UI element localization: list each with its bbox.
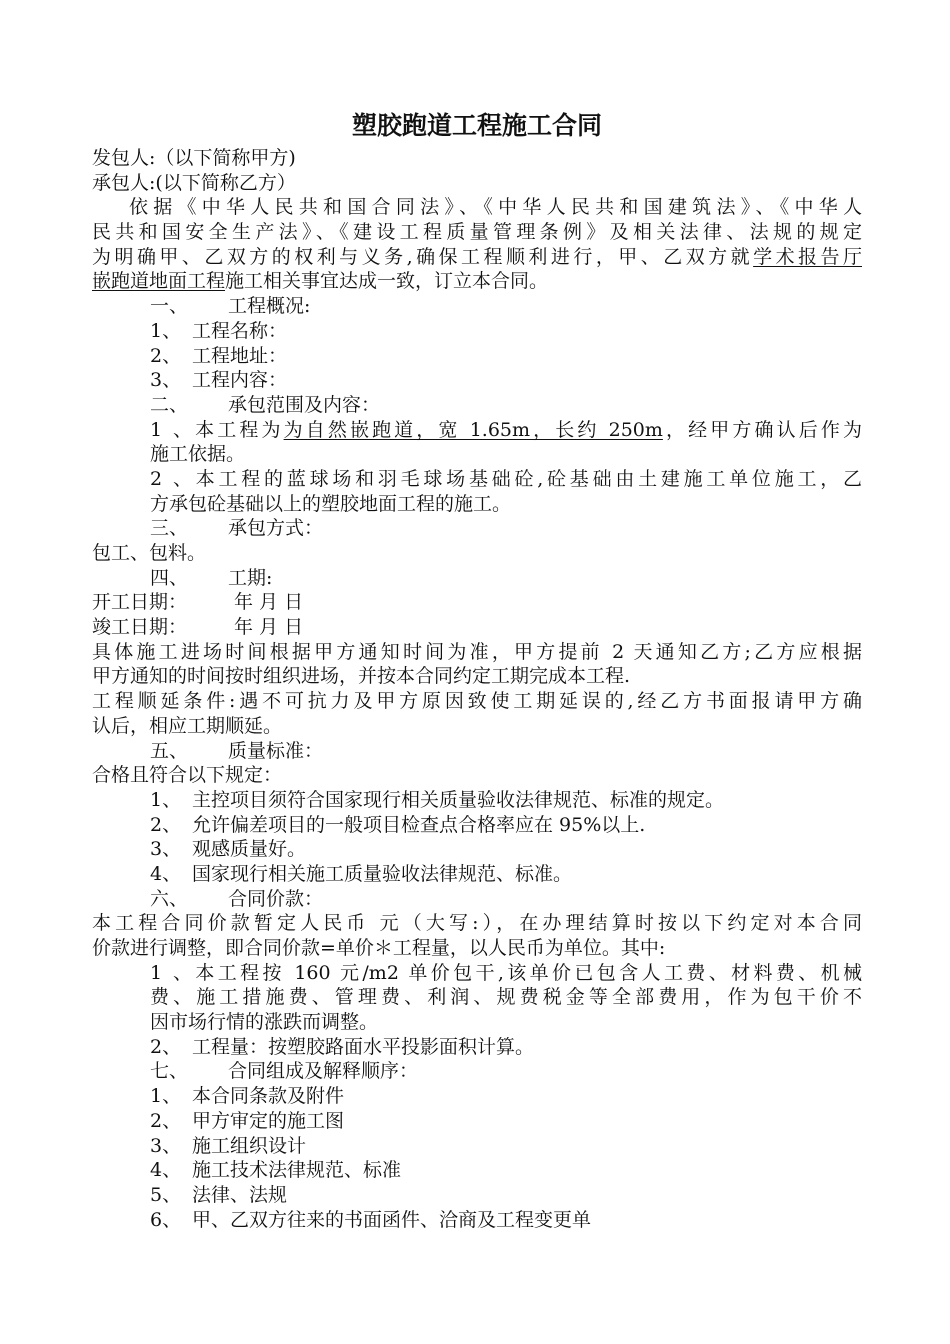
section-title: 工期: bbox=[228, 566, 273, 589]
section-title: 合同组成及解释顺序： bbox=[228, 1060, 419, 1083]
intro-text: 为明确甲、乙双方的权利与义务,确保工程顺利进行，甲、乙双方就 bbox=[92, 245, 754, 268]
item-number: 2、 bbox=[150, 813, 182, 836]
item-number: 3、 bbox=[150, 369, 182, 392]
intro-line bbox=[92, 245, 862, 270]
date-label: 竣工日期： bbox=[92, 616, 188, 639]
item-number: 1、 bbox=[150, 961, 192, 984]
section-number: 一、 bbox=[150, 295, 189, 318]
list-item bbox=[92, 862, 862, 887]
list-item bbox=[92, 467, 862, 492]
item-text: 工程内容： bbox=[192, 369, 288, 392]
item-text: 观感质量好。 bbox=[192, 838, 307, 861]
section-title: 质量标准： bbox=[228, 739, 324, 762]
section-number: 二、 bbox=[150, 393, 189, 416]
list-item bbox=[92, 813, 862, 838]
item-text: 工程量：按塑胶路面水平投影面积计算。 bbox=[192, 1035, 535, 1058]
project-name-underlined: 学术报告厅 bbox=[753, 245, 862, 268]
item-text: 甲、乙双方往来的书面函件、洽商及工程变更单 bbox=[192, 1208, 592, 1231]
item-number: 3、 bbox=[150, 838, 182, 861]
item-text: 本工程为 bbox=[192, 418, 284, 441]
section-heading bbox=[92, 294, 862, 319]
list-item bbox=[92, 1084, 862, 1109]
item-text: 国家现行相关施工质量验收法律规范、标准。 bbox=[192, 862, 573, 885]
scope-underlined: 为自然嵌跑道，宽 1.65m，长约 250m bbox=[283, 418, 663, 441]
list-item bbox=[92, 418, 862, 443]
contract-method: 包工、包料。 bbox=[92, 542, 207, 564]
item-continuation: 施工依据。 bbox=[150, 443, 246, 466]
item-number: 1、 bbox=[150, 319, 182, 342]
section-title: 合同价款： bbox=[228, 887, 324, 910]
section-number: 三、 bbox=[150, 517, 189, 540]
schedule-line: 甲方通知的时间按时组织进场，并按本合同约定工期完成本工程. bbox=[92, 665, 631, 688]
date-label: 开工日期： bbox=[92, 591, 188, 614]
item-number: 1、 bbox=[150, 788, 182, 811]
list-item bbox=[92, 368, 862, 393]
section-heading bbox=[92, 1059, 862, 1084]
item-number: 5、 bbox=[150, 1183, 182, 1206]
intro-text: 施工相关事宜达成一致，订立本合同。 bbox=[225, 270, 549, 293]
item-text: 甲方审定的施工图 bbox=[192, 1109, 345, 1132]
item-number: 3、 bbox=[150, 1134, 182, 1157]
item-text: 主控项目须符合国家现行相关质量验收法律规范、标准的规定。 bbox=[192, 788, 725, 811]
item-text: 本工程按 160 元/m2 单价包干,该单价已包含人工费、材料费、机械 bbox=[192, 961, 862, 984]
price-line: 价款进行调整，即合同价款=单价＊工程量，以人民币为单位。其中: bbox=[92, 937, 666, 959]
section-number: 七、 bbox=[150, 1060, 189, 1083]
section-heading bbox=[92, 566, 862, 591]
date-blank: 年 月 日 bbox=[234, 591, 304, 614]
list-item bbox=[92, 1134, 862, 1159]
item-number: 2、 bbox=[150, 467, 192, 490]
item-number: 1、 bbox=[150, 418, 192, 441]
list-item bbox=[92, 319, 862, 344]
section-number: 四、 bbox=[150, 566, 189, 589]
section-heading bbox=[92, 393, 862, 418]
list-item bbox=[92, 1208, 862, 1233]
section-number: 五、 bbox=[150, 739, 189, 762]
item-continuation: 因市场行情的涨跌而调整。 bbox=[150, 1011, 379, 1034]
section-number: 六、 bbox=[150, 887, 189, 910]
item-number: 2、 bbox=[150, 1035, 182, 1058]
list-item bbox=[92, 1183, 862, 1208]
item-text: 本工程的蓝球场和羽毛球场基础砼,砼基础由土建施工单位施工，乙 bbox=[192, 467, 862, 490]
end-date bbox=[92, 615, 862, 640]
contract-document bbox=[92, 108, 862, 1232]
quality-intro: 合格且符合以下规定： bbox=[92, 764, 283, 787]
party-b: 承包人:(以下简称乙方） bbox=[92, 171, 296, 194]
price-line: 本工程合同价款暂定人民币 元（大写:），在办理结算时按以下约定对本合同 bbox=[92, 912, 862, 935]
item-continuation: 费、施工措施费、管理费、利润、规费税金等全部费用，作为包干价不 bbox=[150, 986, 862, 1009]
section-heading bbox=[92, 516, 862, 541]
item-text: 施工技术法律规范、标准 bbox=[192, 1159, 402, 1182]
list-item bbox=[92, 837, 862, 862]
item-number: 4、 bbox=[150, 1159, 182, 1182]
intro-line: 依据《中华人民共和国合同法》、《中华人民共和国建筑法》、《中华人 bbox=[129, 196, 862, 219]
page-title: 塑胶跑道工程施工合同 bbox=[351, 111, 602, 140]
date-blank: 年 月 日 bbox=[234, 616, 304, 639]
list-item bbox=[92, 344, 862, 369]
list-item bbox=[92, 1109, 862, 1134]
project-name-underlined: 嵌跑道地面工程 bbox=[92, 270, 226, 293]
item-text: ，经甲方确认后作为 bbox=[662, 418, 862, 441]
schedule-line: 认后，相应工期顺延。 bbox=[92, 714, 283, 737]
item-text: 工程地址： bbox=[192, 344, 288, 367]
intro-line: 民共和国安全生产法》、《建设工程质量管理条例》及相关法律、法规的规定 bbox=[92, 221, 862, 244]
item-number: 6、 bbox=[150, 1208, 182, 1231]
intro-line bbox=[92, 269, 862, 294]
item-text: 本合同条款及附件 bbox=[192, 1085, 345, 1108]
item-number: 1、 bbox=[150, 1085, 182, 1108]
list-item bbox=[92, 788, 862, 813]
section-title: 承包范围及内容： bbox=[228, 393, 381, 416]
schedule-line: 具体施工进场时间根据甲方通知时间为准，甲方提前 2 天通知乙方;乙方应根据 bbox=[92, 640, 862, 663]
item-number: 2、 bbox=[150, 344, 182, 367]
item-text: 允许偏差项目的一般项目检查点合格率应在 95%以上. bbox=[192, 813, 646, 836]
item-continuation: 方承包砼基础以上的塑胶地面工程的施工。 bbox=[150, 492, 512, 515]
item-number: 4、 bbox=[150, 862, 182, 885]
section-heading bbox=[92, 739, 862, 764]
start-date bbox=[92, 590, 862, 615]
list-item bbox=[92, 1158, 862, 1183]
list-item bbox=[92, 961, 862, 986]
party-a: 发包人:（以下简称甲方) bbox=[92, 147, 296, 169]
item-text: 施工组织设计 bbox=[192, 1134, 307, 1157]
section-heading bbox=[92, 887, 862, 912]
section-title: 承包方式： bbox=[228, 517, 324, 540]
item-text: 工程名称： bbox=[192, 319, 288, 342]
schedule-line: 工程顺延条件:遇不可抗力及甲方原因致使工期延误的,经乙方书面报请甲方确 bbox=[92, 690, 862, 713]
list-item bbox=[92, 1035, 862, 1060]
item-number: 2、 bbox=[150, 1109, 182, 1132]
section-title: 工程概况: bbox=[228, 295, 311, 318]
item-text: 法律、法规 bbox=[192, 1183, 288, 1206]
